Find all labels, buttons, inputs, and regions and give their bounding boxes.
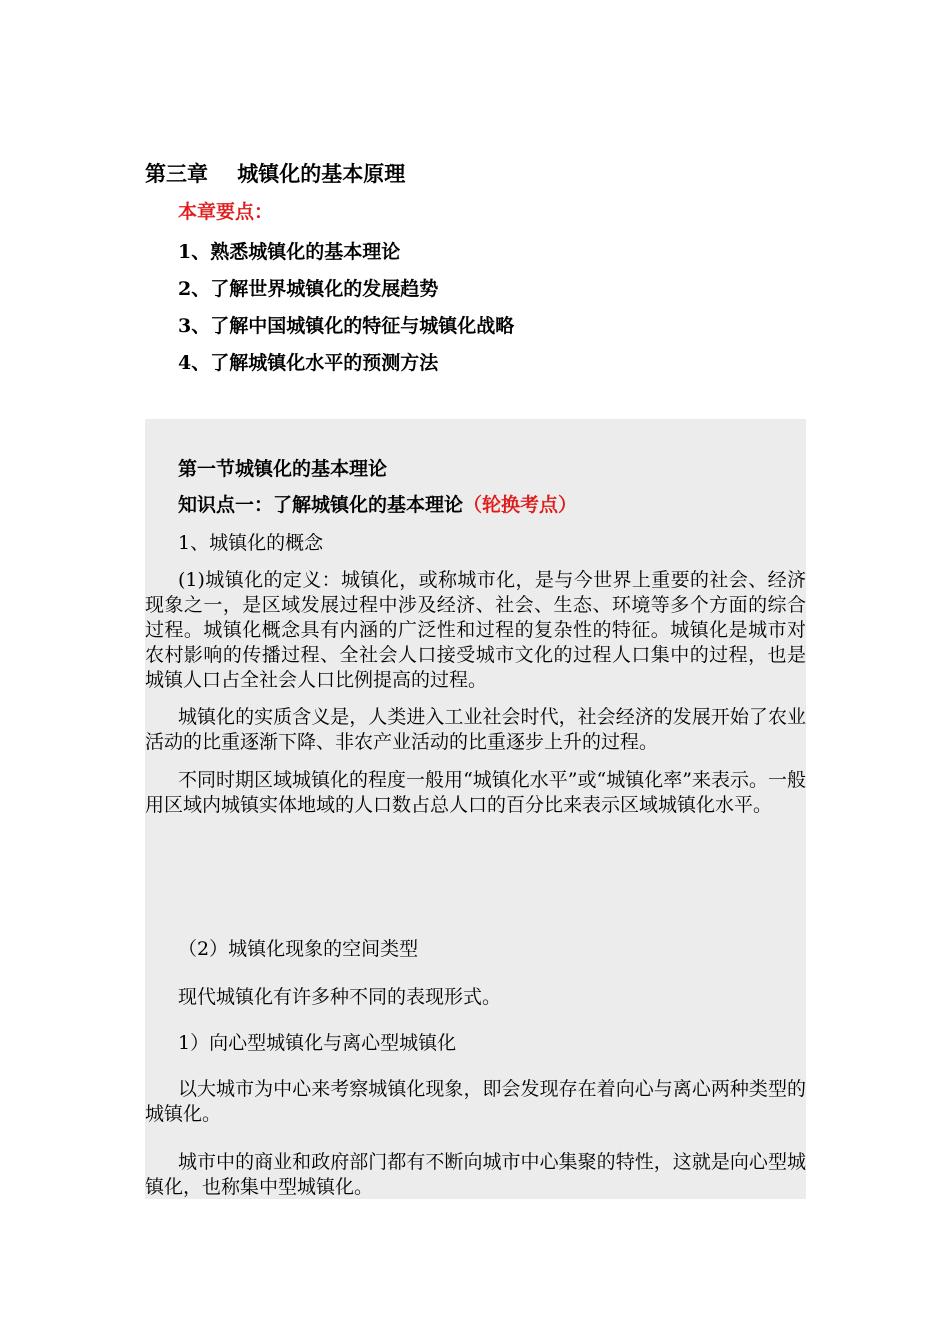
essence-paragraph: 城镇化的实质含义是，人类进入工业社会时代，社会经济的发展开始了农业活动的比重逐渐下降、非农产业活动的比重逐步上升的过程。 [145, 706, 806, 753]
section-title: 第一节城镇化的基本理论 [178, 458, 388, 480]
knowledge-point-line [178, 492, 577, 518]
centripetal-heading: 1）向心型城镇化与离心型城镇化 [178, 1032, 457, 1054]
key-point-item: 1、熟悉城镇化的基本理论 [178, 241, 401, 263]
centripetal-definition-paragraph: 城市中的商业和政府部门都有不断向城市中心集聚的特性，这就是向心型城镇化，也称集中型城镇化。 [145, 1151, 806, 1198]
key-point-item: 4、了解城镇化水平的预测方法 [178, 352, 439, 374]
spatial-types-heading: （2）城镇化现象的空间类型 [178, 938, 419, 960]
key-points-list [178, 234, 514, 382]
concept-heading: 1、城镇化的概念 [178, 532, 324, 554]
level-paragraph: 不同时期区域城镇化的程度一般用“城镇化水平”或“城镇化率”来表示。一般用区域内城镇实体地域的人口数占总人口的百分比来表示区域城镇化水平。 [145, 769, 806, 816]
knowledge-point-text: 知识点一：了解城镇化的基本理论 [178, 494, 464, 516]
knowledge-point-tag: （轮换考点） [463, 494, 578, 516]
key-points-label: 本章要点： [178, 201, 274, 223]
definition-paragraph: (1)城镇化的定义：城镇化，或称城市化，是与今世界上重要的社会、经济现象之一，是区域发展过程中涉及经济、社会、生态、环境等多个方面的综合过程。城镇化概念具有内涵的广泛性和过程的复杂性的特征。城镇化是城市对农村影响的传播过程、全社会人口接受城市文化的过程人口集中的过程，也是城镇人口占全社会人口比例提高的过程。 [145, 569, 806, 691]
key-point-item: 3、了解中国城镇化的特征与城镇化战略 [178, 315, 515, 337]
centripetal-intro-paragraph: 以大城市为中心来考察城镇化现象，即会发现存在着向心与离心两种类型的城镇化。 [145, 1078, 806, 1125]
chapter-title: 第三章 城镇化的基本原理 [145, 161, 406, 186]
forms-line: 现代城镇化有许多种不同的表现形式。 [178, 986, 502, 1008]
key-point-item: 2、了解世界城镇化的发展趋势 [178, 278, 439, 300]
